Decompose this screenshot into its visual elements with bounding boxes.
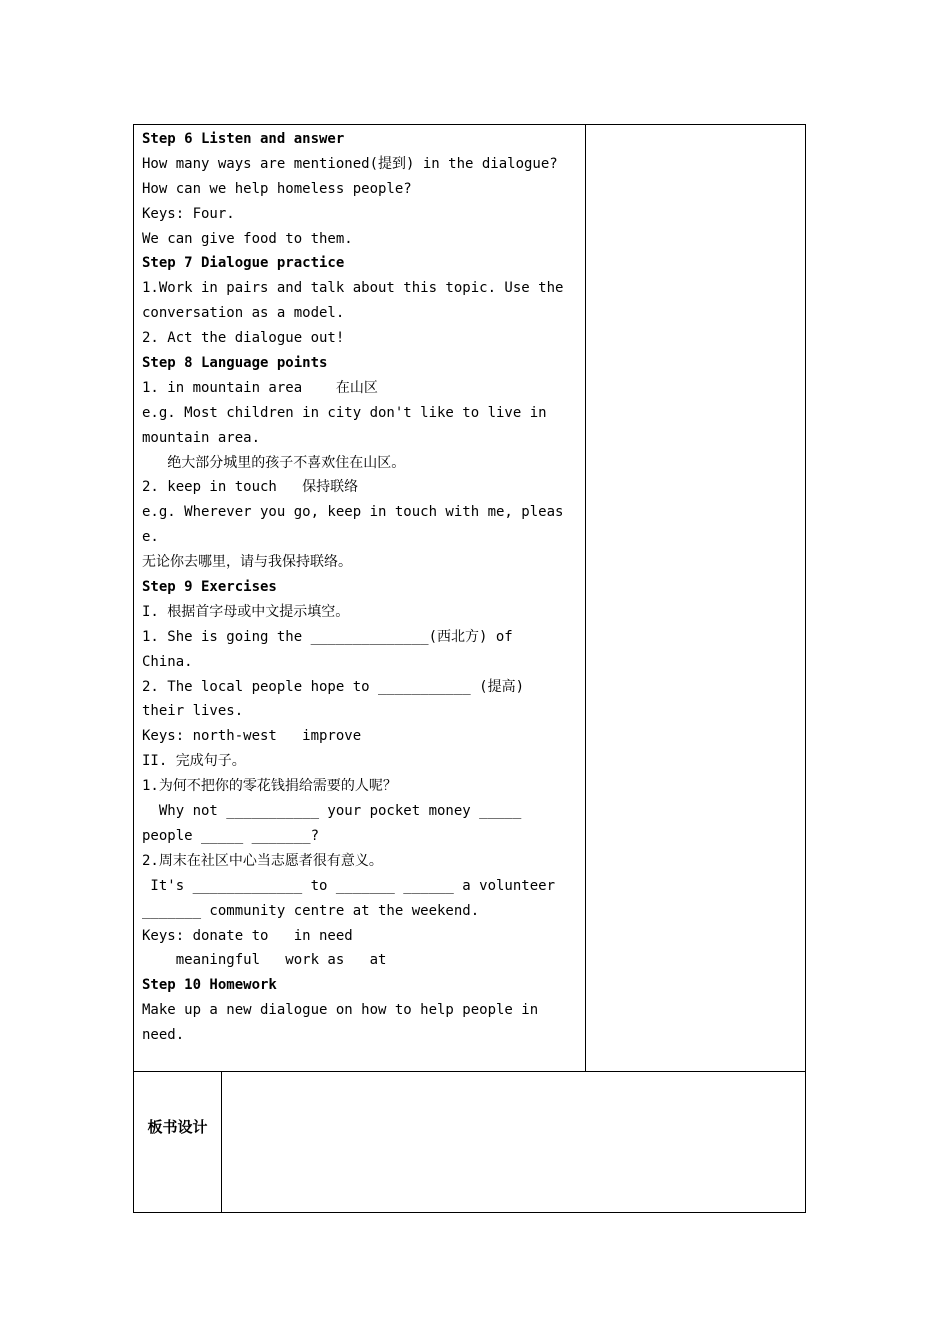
text-line: e. [142, 529, 159, 546]
text-line: 1. She is going the ______________(西北方) of [142, 628, 513, 645]
text-line: mountain area. [142, 429, 261, 446]
text-line: 1. in mountain area 在山区 [142, 379, 378, 396]
text-line: conversation as a model. [142, 305, 345, 322]
text-line: 2. Act the dialogue out! [142, 330, 345, 347]
text-line: e.g. Most children in city don't like to live in [142, 404, 547, 421]
text-line: II. 完成句子。 [142, 753, 246, 770]
text-line: 绝大部分城里的孩子不喜欢住在山区。 [142, 454, 406, 471]
text-line: Make up a new dialogue on how to help people in [142, 1002, 539, 1019]
text-line: 2.周末在社区中心当志愿者很有意义。 [142, 852, 383, 869]
text-line: Why not ___________ your pocket money _____ [142, 803, 522, 820]
text-line: I. 根据首字母或中文提示填空。 [142, 603, 350, 620]
lesson-text [142, 127, 582, 1048]
text-line: How can we help homeless people? [142, 180, 412, 197]
text-line: Keys: donate to in need [142, 927, 353, 944]
notes-cell [585, 124, 806, 1072]
step-heading: Step 10 Homework [142, 977, 277, 994]
text-line: 1.为何不把你的零花钱捐给需要的人呢？ [142, 778, 397, 795]
text-line: people _____ _______? [142, 827, 320, 844]
step-heading: Step 8 Language points [142, 355, 328, 372]
text-line: meaningful work as at [142, 952, 387, 969]
text-line: China. [142, 653, 193, 670]
text-line: 2. The local people hope to ___________ (提高) [142, 678, 525, 695]
text-line: e.g. Wherever you go, keep in touch with me, pleas [142, 504, 564, 521]
text-line: Keys: Four. [142, 205, 235, 222]
text-line: 2. keep in touch 保持联络 [142, 479, 359, 496]
text-line: It's _____________ to _______ ______ a volunteer [142, 877, 556, 894]
step-heading: Step 6 Listen and answer [142, 131, 345, 147]
board-design-label: 板书设计 [147, 1117, 208, 1136]
board-content-cell [221, 1071, 806, 1213]
step-heading: Step 9 Exercises [142, 579, 277, 596]
text-line: need. [142, 1027, 185, 1044]
text-line: their lives. [142, 703, 244, 720]
text-line: 1.Work in pairs and talk about this topic. Use the [142, 280, 564, 297]
step-heading: Step 7 Dialogue practice [142, 255, 345, 272]
text-line: _______ community centre at the weekend. [142, 902, 480, 919]
text-line: Keys: north-west improve [142, 728, 362, 745]
text-line: 无论你去哪里，请与我保持联络。 [142, 554, 352, 571]
text-line: How many ways are mentioned(提到) in the dialogue? [142, 155, 558, 172]
text-line: We can give food to them. [142, 230, 353, 247]
